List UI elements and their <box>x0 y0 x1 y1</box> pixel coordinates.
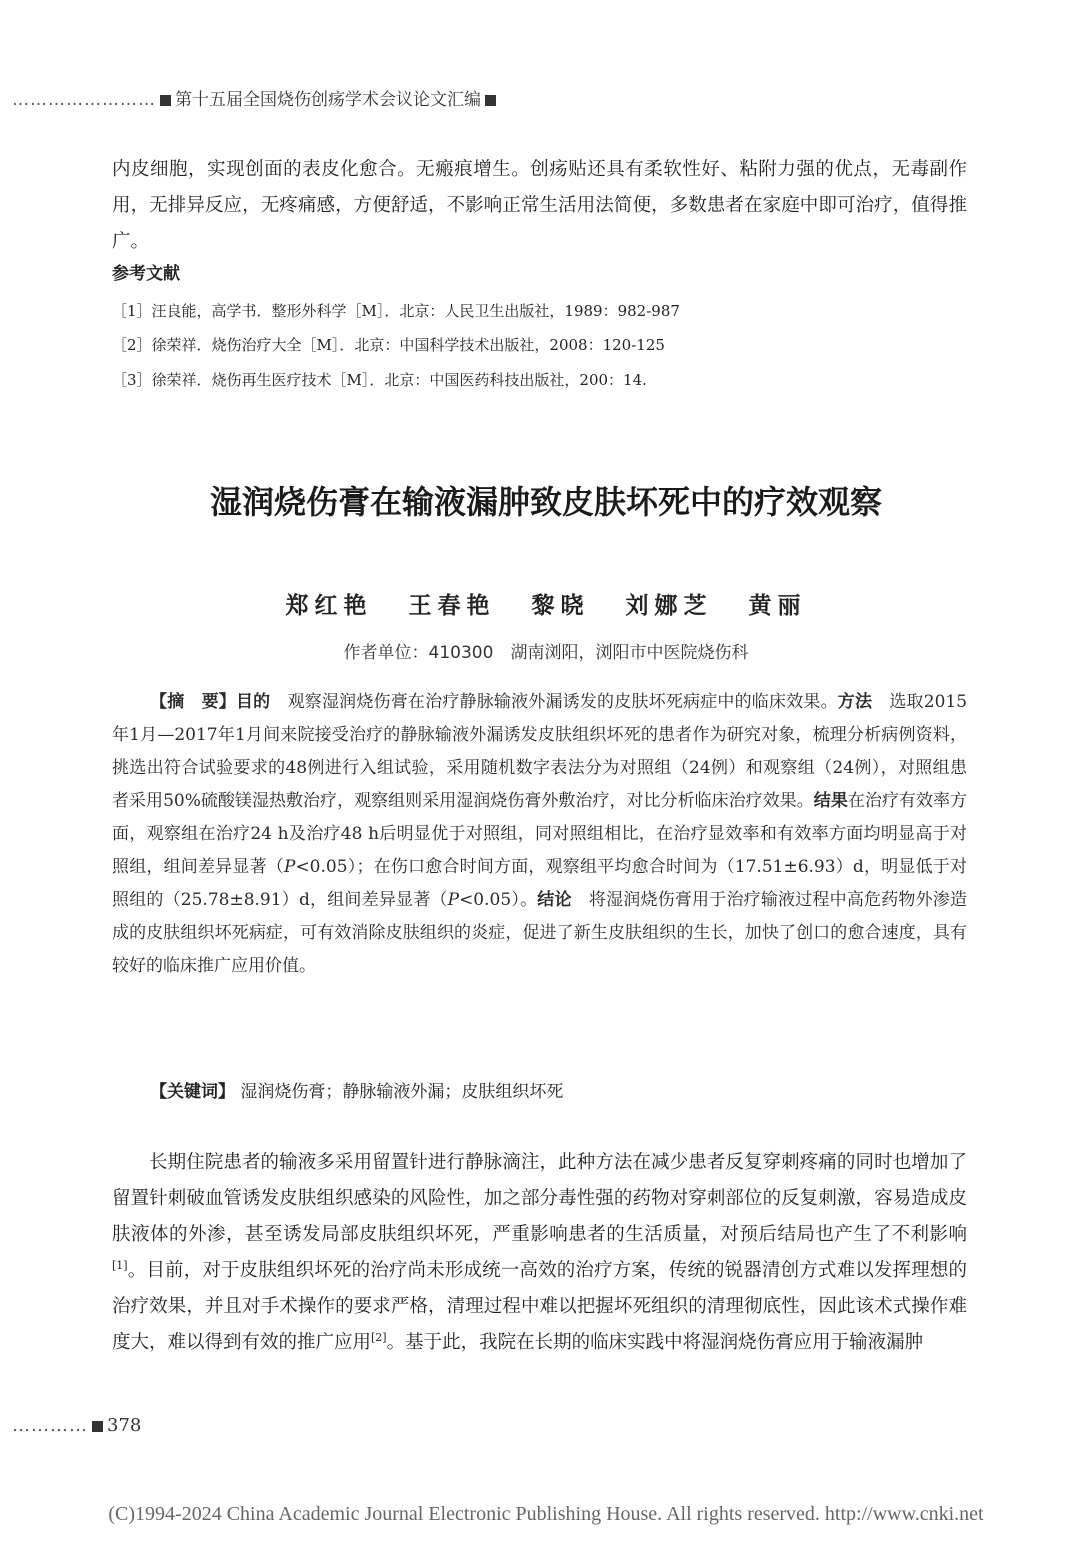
p-symbol: P <box>447 890 460 910</box>
body-paragraph <box>112 1145 967 1361</box>
results-text-b: ）；在伤口愈合时间方面，观察组平均愈合时间为（17.51±6.93）d，明显低于对照组的（25.78±8.91）d，组间差异显著（ <box>112 857 968 910</box>
citation-marker: [1] <box>112 1258 128 1272</box>
author-name: 黄丽 <box>748 592 807 619</box>
keywords <box>150 1078 970 1106</box>
header-proceedings-title: 第十五届全国烧伤创疡学术会议论文汇编 <box>175 90 481 110</box>
abstract-label: 【摘 要】 <box>150 692 236 712</box>
author-affiliation: 作者单位：410300 湖南浏阳，浏阳市中医院烧伤科 <box>343 643 749 663</box>
conclusion-label: 结论 <box>537 890 572 910</box>
copyright-notice: (C)1994-2024 China Academic Journal Electronic Publishing House. All rights reserved. http://www.cnki.net <box>108 1503 984 1525</box>
footer-leader-dots: ………… <box>12 1415 88 1436</box>
author-list <box>0 590 1092 622</box>
abstract <box>112 686 967 983</box>
results-label: 结果 <box>813 791 848 811</box>
p-value: <0.05 <box>459 890 512 910</box>
body-text-part: 。目前，对于皮肤组织坏死的治疗尚未形成统一高效的治疗方案，传统的锐器清创方式难以发挥理想的治疗效果，并且对手术操作的要求严格，清理过程中难以把握坏死组织的清理彻底性，因此该术式操作难度大，难以得到有效的推广应用 <box>112 1260 967 1353</box>
reference-item: ［2］徐荣祥．烧伤治疗大全［M］．北京：中国科学技术出版社，2008：120-125 <box>112 336 665 354</box>
keywords-label: 【关键词】 <box>150 1082 235 1102</box>
methods-text: 选取2015年1月—2017年1月间来院接受治疗的静脉输液外漏诱发皮肤组织坏死的患者作为研究对象，梳理分析病例资料，挑选出符合试验要求的48例进行入组试验，采用随机数字表法分为对照组（24例）和观察组（24例），对照组患者采用50%硫酸镁湿热敷治疗，观察组则采用湿润烧伤膏外敷治疗，对比分析临床治疗效果。 <box>112 692 968 811</box>
author-name: 刘娜芝 <box>625 592 713 619</box>
objective-text: 观察湿润烧伤膏在治疗静脉输液外漏诱发的皮肤坏死病症中的临床效果。 <box>270 692 838 712</box>
p-value: <0.05 <box>295 857 348 877</box>
article-title: 湿润烧伤膏在输液漏肿致皮肤坏死中的疗效观察 <box>209 483 882 521</box>
square-bullet-icon <box>92 1421 103 1432</box>
square-bullet-icon <box>485 95 496 106</box>
body-text-part: 长期住院患者的输液多采用留置针进行静脉滴注，此种方法在减少患者反复穿刺疼痛的同时也增加了留置针刺破血管诱发皮肤组织感染的风险性，加之部分毒性强的药物对穿刺部位的反复刺激，容易造成皮肤液体的外渗，甚至诱发局部皮肤组织坏死，严重影响患者的生活质量，对预后结局也产生了不利影响 <box>112 1152 967 1245</box>
conclusion-text: 将湿润烧伤膏用于治疗输液过程中高危药物外渗造成的皮肤组织坏死病症，可有效消除皮肤组织的炎症，促进了新生皮肤组织的生长，加快了创口的愈合速度，具有较好的临床推广应用价值。 <box>112 890 968 976</box>
results-text-a: 在治疗有效率方面，观察组在治疗24 h及治疗48 h后明显优于对照组，同对照组相比，在治疗显效率和有效率方面均明显高于对照组，组间差异显著（ <box>112 791 968 877</box>
results-text-c: ）。 <box>511 890 538 910</box>
square-bullet-icon <box>160 95 171 106</box>
reference-item: ［1］汪良能，高学书．整形外科学［M］．北京：人民卫生出版社，1989：982-987 <box>112 302 680 320</box>
author-name: 王春艳 <box>408 592 496 619</box>
citation-marker: [2] <box>371 1330 387 1344</box>
header-leader-dots: …………………… <box>12 90 156 110</box>
previous-article-closing-paragraph: 内皮细胞，实现创面的表皮化愈合。无瘢痕增生。创疡贴还具有柔软性好、粘附力强的优点，无毒副作用，无排异反应，无疼痛感，方便舒适，不影响正常生活用法简便，多数患者在家庭中即可治疗，值得推广。 <box>112 159 967 252</box>
keywords-text: 湿润烧伤膏；静脉输液外漏；皮肤组织坏死 <box>240 1082 564 1102</box>
author-name: 黎晓 <box>531 592 590 619</box>
running-header <box>12 88 612 112</box>
references-heading: 参考文献 <box>112 264 180 284</box>
page-number: 378 <box>107 1415 142 1436</box>
body-text-part: 。基于此，我院在长期的临床实践中将湿润烧伤膏应用于输液漏肿 <box>386 1332 924 1353</box>
methods-label: 方法 <box>837 692 873 712</box>
author-name: 郑红艳 <box>285 592 373 619</box>
p-symbol: P <box>283 857 296 877</box>
page-footer <box>12 1413 141 1439</box>
objective-label: 目的 <box>235 692 271 712</box>
reference-item: ［3］徐荣祥．烧伤再生医疗技术［M］．北京：中国医药科技出版社，200：14. <box>112 371 647 389</box>
